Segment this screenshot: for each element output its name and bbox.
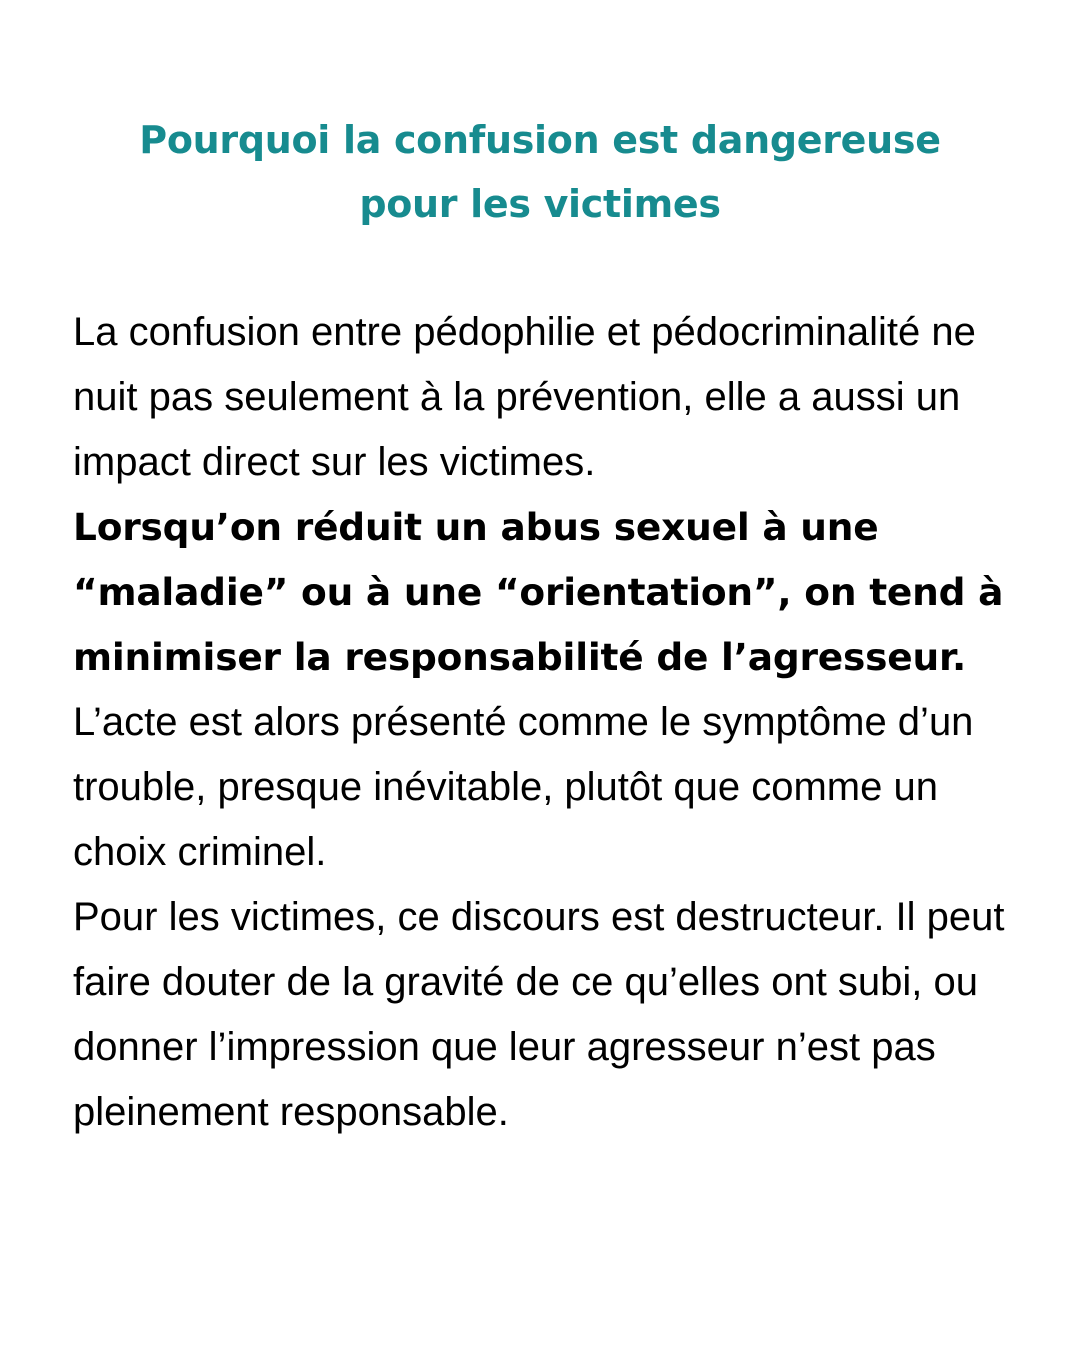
slide-body	[73, 300, 1023, 1145]
body-continuation: L’acte est alors présenté comme le symptôme d’un trouble, presque inévitable, plutôt que comme un choix criminel.	[73, 700, 974, 874]
body-paragraph-victims: Pour les victimes, ce discours est destructeur. Il peut faire douter de la gravité de ce qu’elles ont subi, ou donner l’impression que leur agresseur n’est pas pleinement responsable.	[73, 895, 1005, 1134]
body-paragraph-responsibility	[73, 495, 1023, 885]
slide-title	[60, 108, 1020, 236]
body-paragraph-intro: La confusion entre pédophilie et pédocriminalité ne nuit pas seulement à la prévention, elle a aussi un impact direct sur les victimes.	[73, 310, 976, 484]
slide-title-line-1: Pourquoi la confusion est dangereuse	[139, 118, 941, 162]
slide-title-line-2: pour les victimes	[359, 182, 721, 226]
body-emphasis: Lorsqu’on réduit un abus sexuel à une “maladie” ou à une “orientation”, on tend à minimiser la responsabilité de l’agresseur.	[73, 505, 1004, 679]
